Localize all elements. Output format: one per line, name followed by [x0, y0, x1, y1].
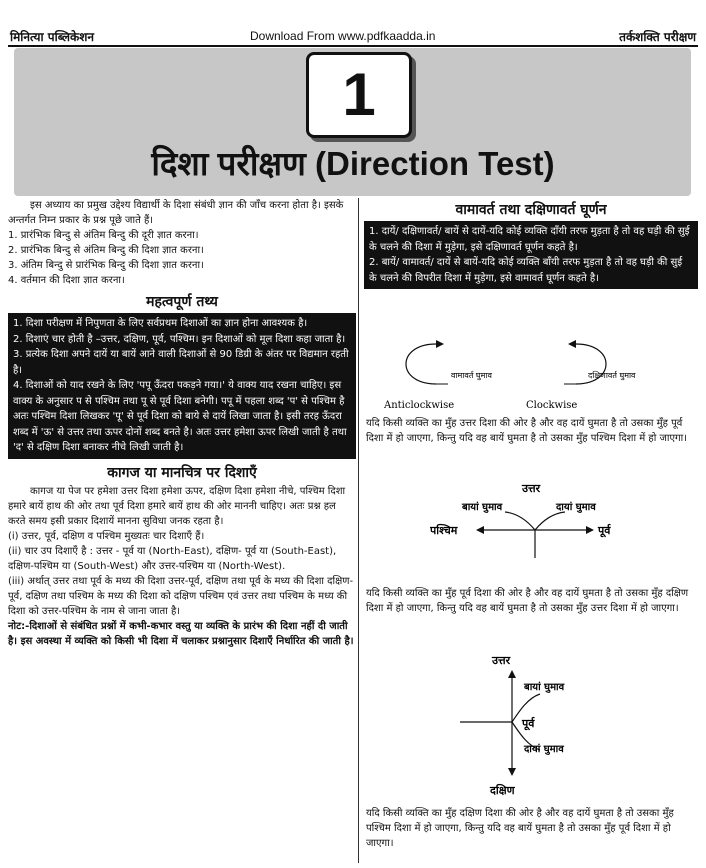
left-turn-curve: [505, 512, 535, 530]
arrowhead-icon: [568, 340, 576, 348]
map-point: (ii) चार उप दिशाएँ है : उत्तर - पूर्व या (North-East), दक्षिण- पूर्व या (South-East), दक्षिण-पश्चिम या (South-West) और उत्तर-पश्चिम या (North-West).: [8, 545, 337, 572]
north-arrow-icon: [508, 670, 516, 678]
left-turn-label: बायां घुमाव: [524, 682, 565, 693]
north-label: उत्तर: [522, 482, 541, 495]
north-label: उत्तर: [492, 654, 511, 667]
chapter-number-box: [306, 52, 412, 138]
fact-item: 1. दिशा परीक्षण में निपुणता के लिए सर्वप्रथम दिशाओं का ज्ञान होना आवश्यक है।: [13, 318, 308, 329]
east-turn-diagram: [440, 650, 620, 800]
note-paragraph: नोट:-दिशाओं से संबंधित प्रश्नों में कभी-कभार वस्तु या व्यक्ति के प्रारंभ की दिशा नहीं दी जाती है। इस अवस्था में व्यक्ति को किसी भी दिशा में चलाकर प्रश्नानुसार दिशाएँ निर्धारित की जाती है।: [8, 620, 354, 647]
east-arrow-icon: [586, 526, 594, 534]
north-paragraph: यदि किसी व्यक्ति का मुँह उत्तर दिशा की ओर है और वह दायें घुमता है तो उसका मुँह पूर्व दिशा में हो जाएगा, किन्तु यदि वह बायें घुमता है तो उसका मुँह पश्चिम दिशा में हो जाएगा।: [366, 418, 688, 444]
map-paragraph: कागज या पेज पर हमेशा उत्तर दिशा हमेशा ऊपर, दक्षिण दिशा हमेशा नीचे, पश्चिम दिशा हमारे बायें हाथ की ओर तथा पूर्व दिशा हमारे बायें हाथ की ओर माननी चाहिए। अतः प्रश्न हल करते समय इसी प्रकार दिशायें मानना सुविधा जनक रहता है।: [8, 485, 346, 527]
map-heading: कागज या मानचित्र पर दिशाएँ: [107, 464, 257, 481]
left-column: [8, 198, 356, 649]
south-paragraph: यदि किसी व्यक्ति का मुँह दक्षिण दिशा की ओर है और वह दायें घुमता है तो उसका मुँह पश्चिम दिशा में हो जाएगा, किन्तु यदि वह बायें घुमता है तो उसका मुँह पूर्व दिशा में हो जाएगा।: [366, 808, 674, 849]
east-paragraph: यदि किसी व्यक्ति का मुँह पूर्व दिशा की ओर है और वह दायें घुमता है तो उसका मुँह दक्षिण दिशा में हो जाएगा, किन्तु यदि वह बायें घुमता है तो उसका मुँह उत्तर दिशा में हो जाएगा।: [366, 588, 689, 614]
rotation-box: [364, 221, 698, 289]
south-arrow-icon: [508, 768, 516, 776]
rotation-diagram: [376, 334, 696, 414]
fact-item: 2. दिशाएं चार होती है –उत्तर, दक्षिण, पूर्व, पश्चिम। इन दिशाओं को मूल दिशा कहा जाता है।: [13, 333, 346, 345]
intro-paragraph: इस अध्याय का प्रमुख उद्देश्य विद्यार्थी के दिशा संबंधी ज्ञान की जाँच करना होता है। इसके अन्तर्गत निम्न प्रकार के प्रश्न पूछे जाते हैं।: [8, 200, 344, 226]
anticlockwise-arc: [406, 344, 436, 384]
intro-list-item: 4. वर्तमान की दिशा ज्ञात करना।: [8, 275, 125, 286]
rotation-item: 1. दायें/ दक्षिणावर्त/ बायें से दायें-यदि कोई व्यक्ति दाँयी तरफ मुड़ता है तो वह घड़ी की सुई के चलने की दिशा में मुड़ेगा, इसे दक्षिणावर्त घूर्णन कहते है।: [369, 226, 690, 253]
facts-box: [8, 313, 356, 459]
rotation-item: 2. बायें/ वामावर्त/ दायें से बायें-यदि कोई व्यक्ति बाँयी तरफ मुड़ता है तो वह घड़ी की सुई के चलने की विपरीत दिशा में मुड़ेगा, इसे वामावर्त घूर्णन कहते है।: [369, 257, 683, 284]
header-rule: [8, 45, 698, 47]
download-link[interactable]: Download From www.pdfkaadda.in: [250, 29, 436, 43]
page-header: [0, 0, 706, 46]
arrowhead-icon: [436, 340, 444, 348]
west-label: पश्चिम: [430, 524, 458, 537]
left-turn-label: बायां घुमाव: [462, 502, 503, 513]
clockwise-caption: Clockwise: [526, 400, 578, 411]
fact-item: 3. प्रत्येक दिशा अपने दायें या बायें आने वाली दिशाओं से 90 डिग्री के अंतर पर विद्यमान रहती है।: [13, 349, 349, 376]
right-column: [364, 198, 698, 289]
intro-list-item: 2. प्रारंभिक बिन्दु से अंतिम बिन्दु की दिशा ज्ञात करना।: [8, 245, 204, 256]
fact-item: 4. दिशाओं को याद रखने के लिए 'पपू ऊँदरा पकड़ने गया।' ये वाक्य याद रखना चाहिए। इस वाक्य के अनुसार प से पश्चिम तथा पू से पूर्व दिशा बनेगी। पपू में पहला शब्द 'प' से पश्चिम है अतः पश्चिम दिशा लिखकर 'पू' से पूर्व दिशा को बाये से दायें लिखा जाता है। इसी तरह ऊँदरा शब्द में 'ऊ' से उत्तर तथा ऊपर दोनों शब्द बनते है। अतः उत्तर हमेशा ऊपर लिखी जाती है तथा 'द' से दक्षिण दिशा बनाकर नीचे लिखी जाती है।: [13, 380, 347, 453]
anticlockwise-caption: Anticlockwise: [384, 400, 455, 411]
right-turn-label: दायां घुमाव: [556, 502, 596, 513]
right-turn-label: दायां घुमाव: [524, 744, 564, 755]
column-divider: [358, 198, 359, 863]
east-label: पूर्व: [598, 524, 611, 537]
subject-title: तर्कशक्ति परीक्षण: [619, 30, 696, 44]
right-turn-curve: [535, 512, 565, 530]
map-point: (i) उत्तर, पूर्व, दक्षिण व पश्चिम मुख्यतः चार दिशाएँ हैं।: [8, 530, 205, 542]
intro-list-item: 1. प्रारंभिक बिन्दु से अंतिम बिन्दु की दूरी ज्ञात करना।: [8, 230, 199, 241]
anticlockwise-tag: वामावर्त घुमाव: [451, 371, 492, 380]
rotation-heading: वामावर्त तथा दक्षिणावर्त घूर्णन: [455, 202, 607, 218]
chapter-title: दिशा परीक्षण (Direction Test): [151, 145, 555, 182]
intro-list-item: 3. अंतिम बिन्दु से प्रारंभिक बिन्दु की दिशा ज्ञात करना।: [8, 260, 204, 271]
north-turn-diagram: [430, 478, 640, 578]
facts-heading: महत्वपूर्ण तथ्य: [146, 294, 218, 310]
west-arrow-icon: [476, 526, 484, 534]
east-label: पूर्व: [522, 717, 535, 730]
clockwise-tag: दक्षिणावर्त घुमाव: [588, 371, 636, 380]
map-point: (iii) अर्थात् उत्तर तथा पूर्व के मध्य की दिशा उत्तर-पूर्व, दक्षिण तथा पूर्व के मध्य की दिशा दक्षिण-पूर्व, दक्षिण तथा पश्चिम के मध्य की दिशा को दक्षिण पश्चिम एवं उत्तर तथा पश्चिम के मध्य की दिशा को उत्तर-पश्चिम के नाम से जाना जाता है।: [8, 575, 354, 617]
publisher-name: मिनित्या पब्लिकेशन: [10, 30, 95, 44]
south-label: दक्षिण: [490, 784, 515, 797]
chapter-number: 1: [342, 61, 376, 128]
